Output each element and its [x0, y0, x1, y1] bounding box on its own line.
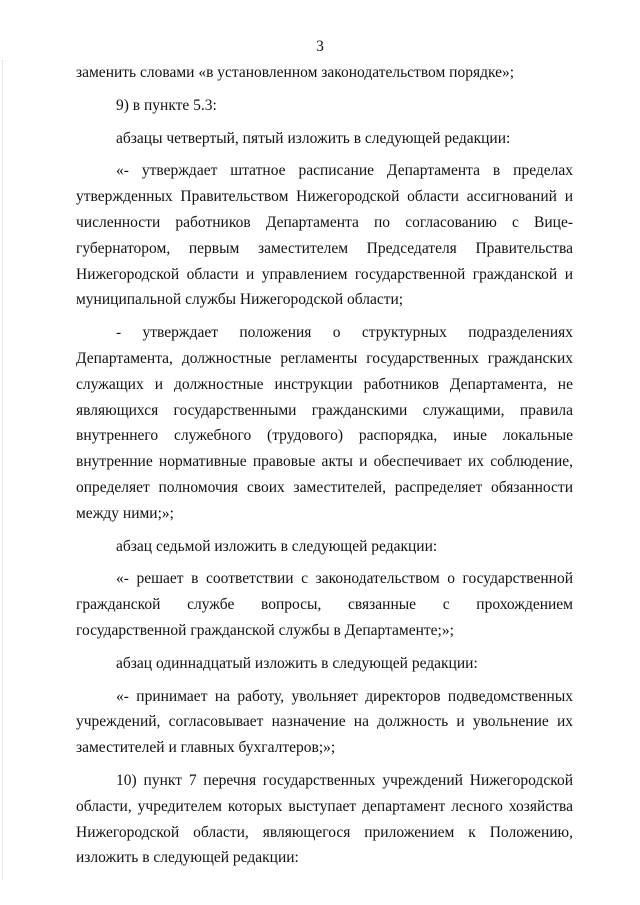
- paragraph-instruction-eleventh: абзац одиннадцатый изложить в следующей редакции:: [116, 654, 478, 672]
- paragraph-quote-staffing: «- утверждает штатное расписание Департамента в пределах утвержденных Правительством Нижегородской области ассигнований и численности работников Департамента по согласованию с Вице-губернатором, первым заместителем Председателя Правительства Нижегородской области и управлением государственной гражданской и муниципальной службы Нижегородской области;: [76, 162, 573, 309]
- paragraph-continuation: заменить словами «в установленном законодательством порядке»;: [76, 64, 515, 81]
- paragraph-quote-regulations: - утверждает положения о структурных подразделениях Департамента, должностные регламенты государственных гражданских служащих и должностные инструкции работников Департамента, не являющихся государственными гражданскими служащими, правила внутреннего служебного (трудового) распорядка, иные локальные внутренние нормативные правовые акты и обеспечивает их соблюдение, определяет полномочия своих заместителей, распределяет обязанности между ними;»;: [76, 324, 573, 522]
- scan-edge-marks: [2, 60, 4, 880]
- paragraph-instruction-abzatsy: абзацы четвертый, пятый изложить в следующей редакции:: [116, 129, 511, 147]
- paragraph-item-9: 9) в пункте 5.3:: [116, 96, 217, 114]
- paragraph-quote-hiring: «- принимает на работу, увольняет директоров подведомственных учреждений, согласовывает назначение на должность и увольнение их заместителей и главных бухгалтеров;»;: [76, 687, 573, 757]
- paragraph-item-10: 10) пункт 7 перечня государственных учреждений Нижегородской области, учредителем которых выступает департамент лесного хозяйства Нижегородской области, являющегося приложением к Положению, изложить в следующей редакции:: [76, 771, 573, 867]
- paragraph-instruction-seventh: абзац седьмой изложить в следующей редакции:: [116, 537, 438, 555]
- paragraph-quote-civil-service: «- решает в соответствии с законодательством о государственной гражданской службе вопросы, связанные с прохождением государственной гражданской службы в Департаменте;»;: [76, 570, 573, 639]
- page-number: 3: [316, 38, 324, 55]
- document-body: [76, 60, 573, 871]
